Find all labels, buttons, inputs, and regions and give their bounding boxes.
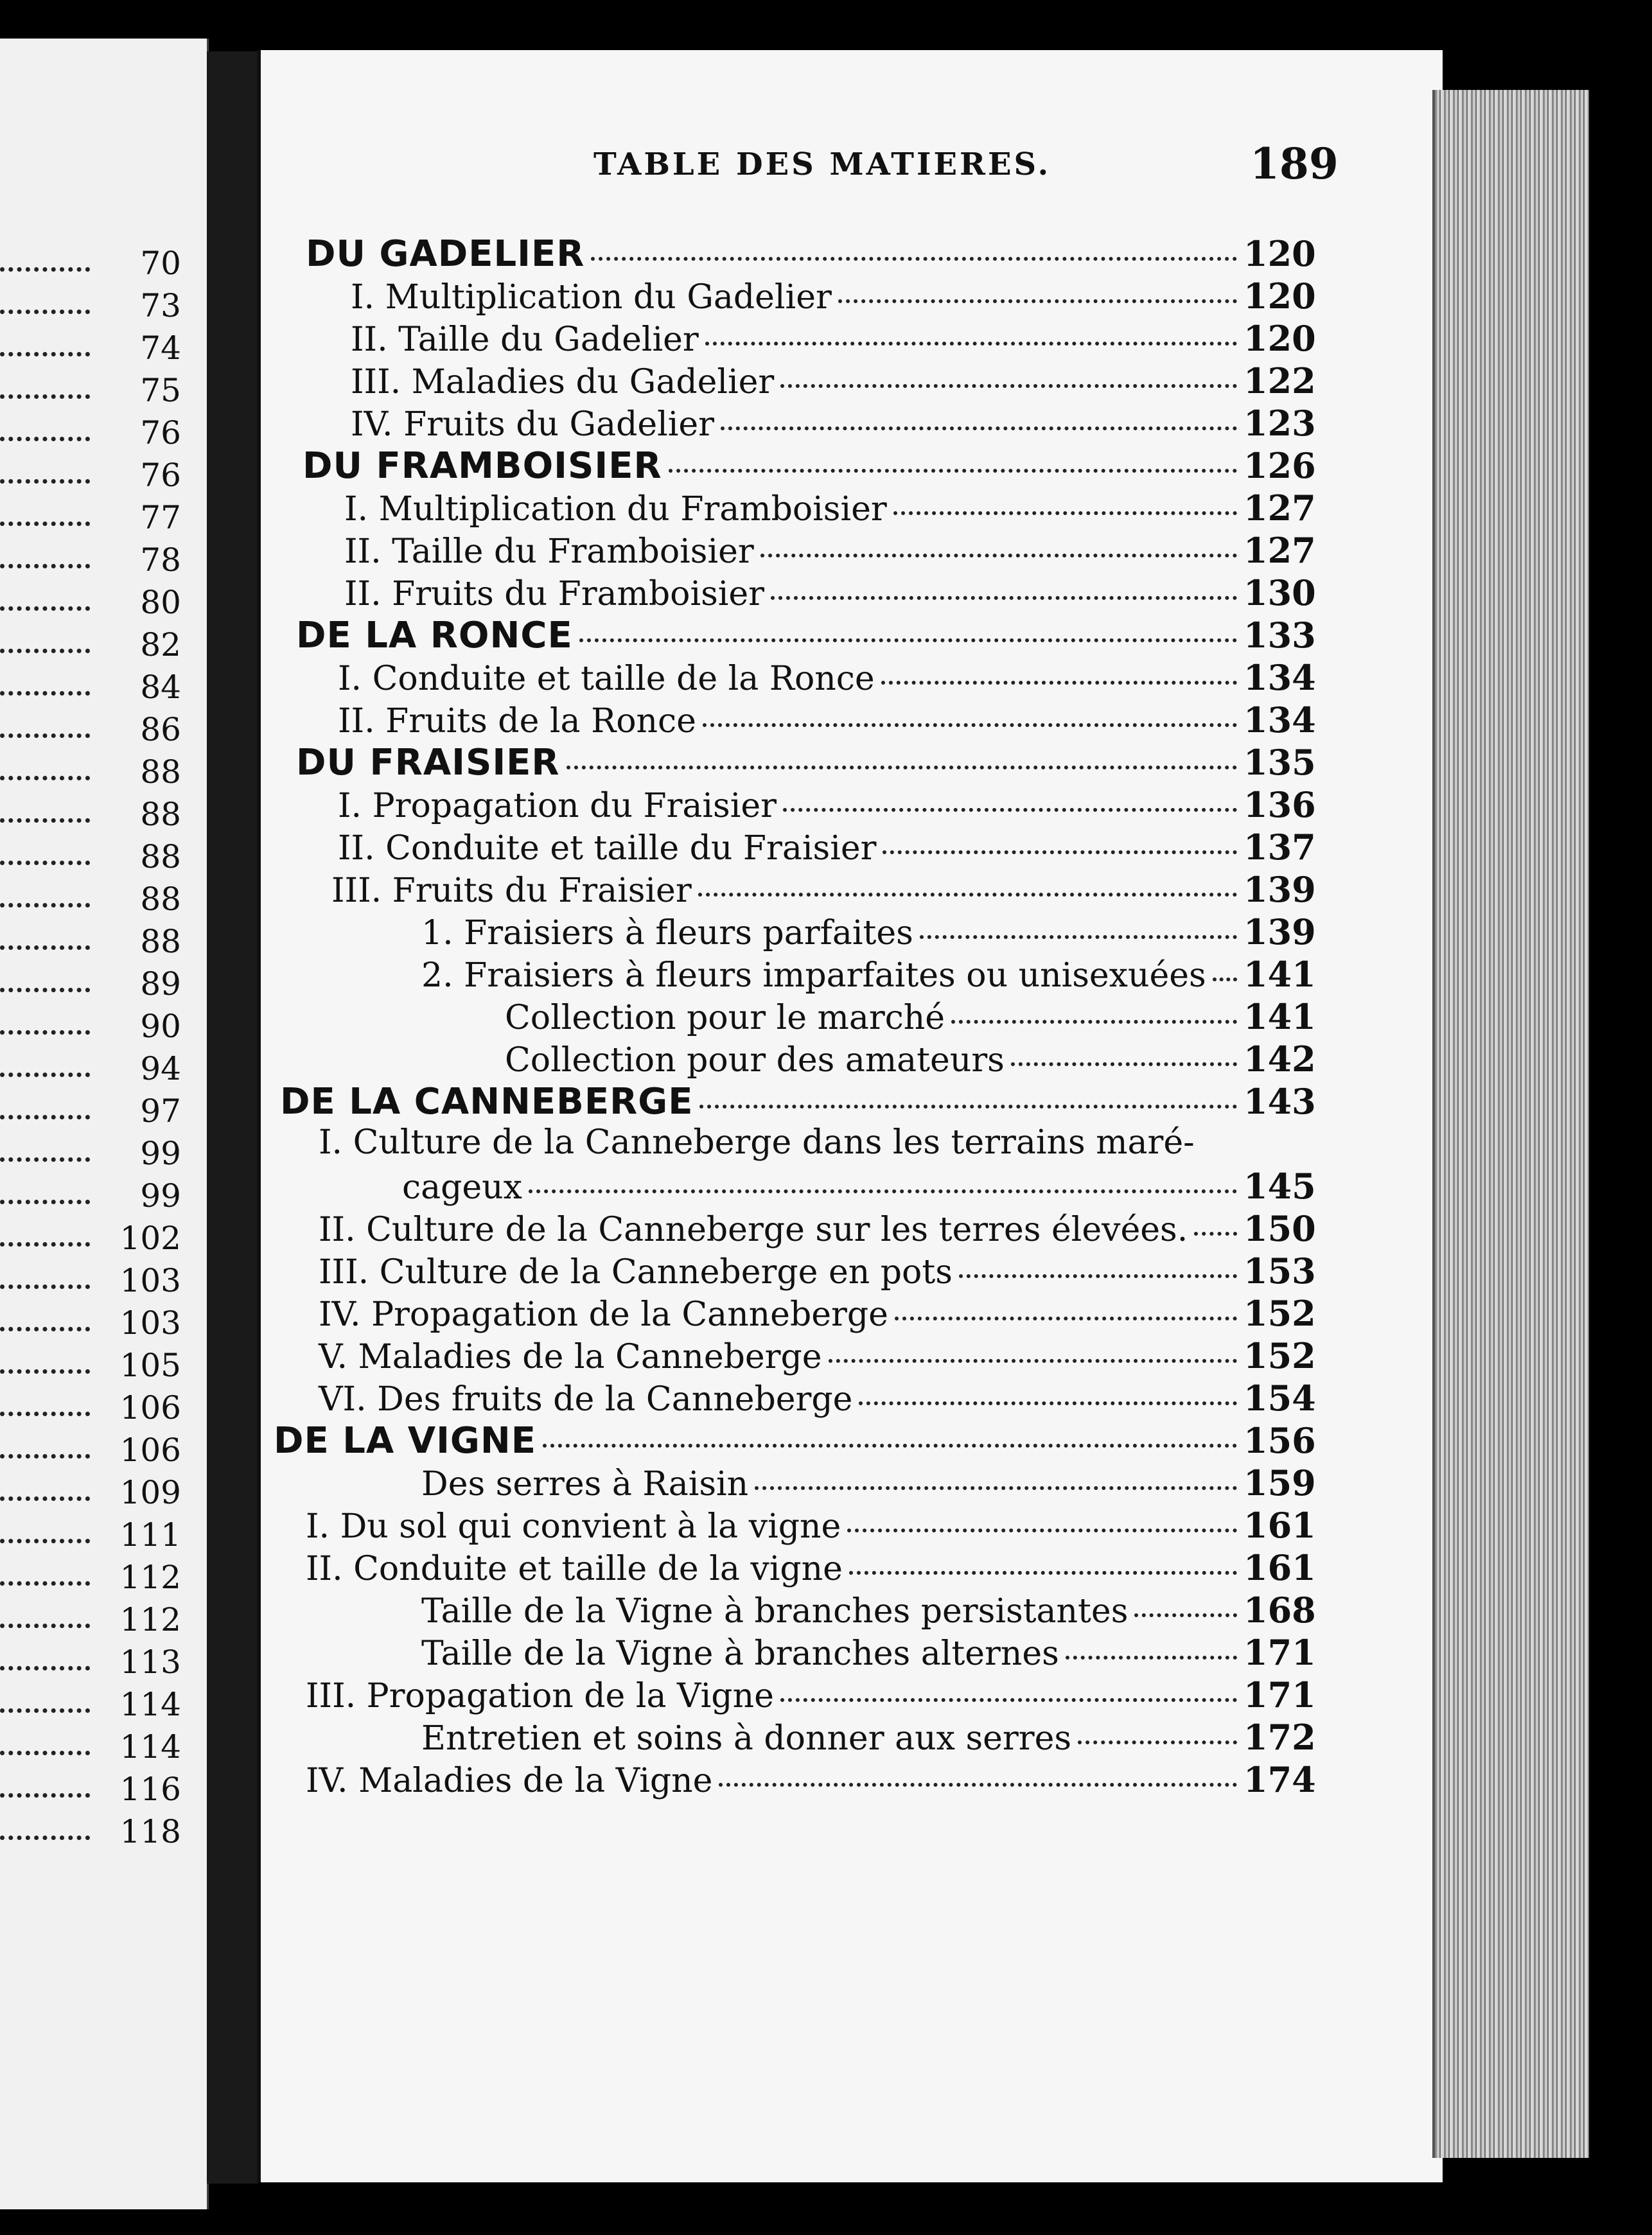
toc-entry-row	[261, 1250, 1314, 1293]
entry-page-number: 174	[1243, 1759, 1316, 1800]
left-toc-row	[0, 1092, 193, 1130]
dot-leader	[0, 338, 90, 356]
dot-leader	[0, 1186, 90, 1204]
toc-entry-row	[261, 318, 1314, 360]
toc-entry-row	[261, 1293, 1314, 1335]
left-toc-row	[0, 1134, 193, 1173]
dot-leader	[1134, 1613, 1237, 1617]
dot-leader	[1078, 1740, 1237, 1744]
entry-page-number: 120	[1243, 318, 1316, 359]
entry-title: VI. Des fruits de la Canneberge	[319, 1380, 853, 1419]
left-toc-row	[0, 922, 193, 961]
toc-entry-row	[261, 657, 1314, 699]
left-page-number: 99	[140, 1177, 181, 1214]
left-toc-row	[0, 795, 193, 834]
entry-page-number: 161	[1243, 1505, 1316, 1546]
toc-section-row	[261, 742, 1314, 784]
toc-entry-row	[261, 996, 1314, 1039]
toc-entry-row	[261, 1462, 1314, 1505]
section-title: DU FRAMBOISIER	[303, 445, 662, 487]
left-toc-row	[0, 626, 193, 664]
dot-leader	[0, 677, 90, 696]
dot-leader	[0, 1609, 90, 1628]
dot-leader	[0, 1779, 90, 1798]
toc-entry-row	[261, 530, 1314, 572]
dot-leader	[705, 342, 1237, 346]
left-toc-row	[0, 1812, 193, 1851]
left-page-number: 114	[119, 1728, 181, 1766]
dot-leader	[0, 1398, 90, 1416]
left-toc-row	[0, 710, 193, 749]
right-page	[257, 50, 1443, 2182]
page-edges	[1432, 90, 1589, 2158]
entry-page-number: 171	[1243, 1632, 1316, 1673]
dot-leader	[0, 423, 90, 441]
dot-leader	[0, 1652, 90, 1670]
entry-page-number: 154	[1243, 1378, 1316, 1419]
left-page-number: 88	[140, 881, 181, 918]
left-page-number: 99	[140, 1135, 181, 1172]
dot-leader	[721, 426, 1237, 430]
left-toc-row	[0, 753, 193, 791]
entry-page-number: 122	[1243, 360, 1316, 401]
dot-leader	[760, 554, 1237, 557]
left-page-number: 82	[140, 626, 181, 663]
toc-section-row	[261, 615, 1314, 657]
left-toc-row	[0, 329, 193, 367]
entry-page-number: 142	[1243, 1039, 1316, 1080]
entry-page-number: 153	[1243, 1250, 1316, 1292]
toc-entry-row	[261, 1378, 1314, 1420]
dot-leader	[959, 1274, 1237, 1278]
entry-page-number: 136	[1243, 784, 1316, 825]
left-page-number: 84	[140, 669, 181, 706]
entry-title: II. Conduite et taille de la vigne	[306, 1550, 843, 1588]
entry-page-number: 139	[1243, 869, 1316, 910]
left-page-number: 109	[119, 1474, 181, 1511]
dot-leader	[847, 1529, 1237, 1532]
dot-leader	[0, 974, 90, 992]
entry-page-number: 134	[1243, 699, 1316, 741]
left-toc-row	[0, 1389, 193, 1427]
toc-entry-row	[261, 1759, 1314, 1801]
dot-leader	[0, 253, 90, 272]
left-toc-row	[0, 583, 193, 622]
dot-leader	[0, 1228, 90, 1247]
entry-page-number: 168	[1243, 1590, 1316, 1631]
entry-page-number: 145	[1243, 1166, 1316, 1207]
left-toc-row	[0, 1473, 193, 1512]
left-toc-row	[0, 1685, 193, 1724]
entry-page-number: 133	[1243, 615, 1316, 656]
entry-title: II. Taille du Framboisier	[344, 532, 754, 571]
entry-page-number: 120	[1243, 233, 1316, 274]
toc-entry-row	[261, 1674, 1314, 1717]
dot-leader	[920, 935, 1237, 939]
dot-leader	[0, 380, 90, 399]
entry-page-number: 123	[1243, 403, 1316, 444]
dot-leader	[0, 1821, 90, 1840]
dot-leader	[698, 893, 1237, 897]
dot-leader	[881, 681, 1237, 685]
entry-page-number: 130	[1243, 572, 1316, 613]
dot-leader	[0, 1313, 90, 1331]
dot-leader	[883, 850, 1237, 854]
entry-title: I. Conduite et taille de la Ronce	[338, 660, 875, 698]
left-page-number: 89	[140, 965, 181, 1003]
toc-entry-row	[261, 869, 1314, 911]
entry-title: Collection pour le marché	[505, 999, 945, 1037]
entry-page-number: 141	[1243, 954, 1316, 995]
dot-leader	[529, 1189, 1237, 1193]
dot-leader	[1194, 1232, 1237, 1236]
dot-leader	[895, 1317, 1237, 1320]
entry-title: 2. Fraisiers à fleurs imparfaites ou unisexuées	[421, 956, 1206, 995]
left-toc-row	[0, 1770, 193, 1809]
entry-title: Taille de la Vigne à branches alternes	[421, 1635, 1059, 1673]
left-page-number: 90	[140, 1008, 181, 1045]
entry-title: I. Multiplication du Gadelier	[351, 278, 832, 317]
dot-leader	[0, 804, 90, 823]
dot-leader	[0, 1694, 90, 1713]
left-page-number: 86	[140, 711, 181, 748]
section-title: DU GADELIER	[306, 233, 585, 275]
left-toc-row	[0, 1728, 193, 1766]
left-toc-row	[0, 456, 193, 495]
left-toc-row	[0, 244, 193, 283]
left-page-number: 113	[119, 1643, 181, 1681]
left-page-number: 76	[140, 414, 181, 451]
left-toc-row	[0, 880, 193, 918]
toc-entry-row	[261, 572, 1314, 615]
toc-entry-row	[261, 360, 1314, 403]
toc-entry-row	[261, 699, 1314, 742]
left-page-number: 94	[140, 1050, 181, 1087]
dot-leader	[780, 1698, 1237, 1702]
entry-title: cageux	[402, 1168, 523, 1207]
entry-title: I. Propagation du Fraisier	[338, 787, 777, 825]
entry-title: Entretien et soins à donner aux serres	[421, 1719, 1072, 1758]
dot-leader	[0, 1058, 90, 1077]
toc-entry-row	[261, 827, 1314, 869]
entry-page-number: 120	[1243, 276, 1316, 317]
dot-leader	[0, 931, 90, 950]
entry-title: I. Culture de la Canneberge dans les terrains maré-	[319, 1123, 1195, 1162]
dot-leader	[0, 507, 90, 526]
entry-page-number: 126	[1243, 445, 1316, 486]
dot-leader	[0, 1143, 90, 1162]
toc-section-row	[261, 233, 1314, 276]
left-page-number: 88	[140, 796, 181, 833]
dot-leader	[780, 384, 1237, 388]
left-page-number: 105	[119, 1347, 181, 1384]
toc-section-row	[261, 1081, 1314, 1123]
entry-page-number: 137	[1243, 827, 1316, 868]
dot-leader	[0, 465, 90, 484]
toc-entry-row	[261, 954, 1314, 996]
toc-entry-row	[261, 1547, 1314, 1590]
entry-page-number: 139	[1243, 911, 1316, 952]
left-toc-row	[0, 371, 193, 410]
dot-leader	[0, 635, 90, 653]
toc-entry-row	[261, 1590, 1314, 1632]
dot-leader	[0, 1440, 90, 1459]
toc-section-row	[261, 1420, 1314, 1462]
left-page-number: 103	[119, 1262, 181, 1299]
entry-page-number: 150	[1243, 1208, 1316, 1249]
dot-leader	[579, 638, 1237, 642]
dot-leader	[591, 257, 1237, 261]
entry-title: Des serres à Raisin	[421, 1465, 749, 1503]
dot-leader	[838, 299, 1237, 303]
dot-leader	[951, 1020, 1237, 1024]
entry-page-number: 143	[1243, 1081, 1316, 1122]
left-toc-row	[0, 414, 193, 452]
page-number: 189	[1250, 139, 1339, 189]
toc-entry-row	[261, 403, 1314, 445]
dot-leader	[1011, 1062, 1237, 1066]
toc-entry-row	[261, 1335, 1314, 1378]
entry-title: IV. Fruits du Gadelier	[351, 405, 715, 444]
dot-leader	[783, 808, 1237, 812]
left-page-number: 118	[119, 1813, 181, 1850]
left-toc-row	[0, 541, 193, 579]
left-toc-row	[0, 1346, 193, 1385]
entry-page-number: 156	[1243, 1420, 1316, 1461]
entry-page-number: 171	[1243, 1674, 1316, 1715]
entry-title: II. Conduite et taille du Fraisier	[338, 829, 877, 868]
dot-leader	[771, 596, 1237, 600]
dot-leader	[543, 1444, 1237, 1448]
toc-entry-row	[261, 1505, 1314, 1547]
left-toc-row	[0, 1007, 193, 1046]
entry-page-number: 152	[1243, 1293, 1316, 1334]
book-gutter	[207, 51, 258, 2184]
entry-title: V. Maladies de la Canneberge	[319, 1338, 822, 1376]
left-page-number: 88	[140, 923, 181, 960]
entry-page-number: 172	[1243, 1717, 1316, 1758]
dot-leader	[829, 1359, 1237, 1363]
dot-leader	[849, 1571, 1237, 1575]
toc-entry-row	[261, 1039, 1314, 1081]
dot-leader	[0, 846, 90, 865]
left-page-number: 80	[140, 584, 181, 621]
dot-leader	[0, 1270, 90, 1289]
entry-title: I. Multiplication du Framboisier	[344, 490, 887, 529]
left-toc-row	[0, 1219, 193, 1258]
dot-leader	[0, 719, 90, 738]
left-page-number: 74	[140, 329, 181, 367]
section-title: DE LA VIGNE	[274, 1420, 537, 1462]
entry-title: II. Fruits du Framboisier	[344, 575, 765, 613]
entry-page-number: 135	[1243, 742, 1316, 783]
dot-leader	[0, 295, 90, 314]
dot-leader	[0, 1355, 90, 1374]
entry-title: II. Culture de la Canneberge sur les terres élevées.	[319, 1211, 1188, 1249]
entry-page-number: 127	[1243, 487, 1316, 529]
entry-title: III. Fruits du Fraisier	[331, 872, 692, 910]
left-toc-row	[0, 1516, 193, 1554]
left-page-number: 88	[140, 753, 181, 791]
left-page-number: 112	[119, 1601, 181, 1638]
dot-leader	[0, 550, 90, 568]
left-toc-row	[0, 668, 193, 706]
left-page	[0, 39, 209, 2209]
toc-entry-row	[261, 911, 1314, 954]
entry-title: I. Du sol qui convient à la vigne	[306, 1507, 841, 1546]
left-toc-row	[0, 1558, 193, 1597]
left-toc-row	[0, 837, 193, 876]
dot-leader	[859, 1401, 1237, 1405]
entry-title: 1. Fraisiers à fleurs parfaites	[421, 914, 913, 952]
entry-title: IV. Maladies de la Vigne	[306, 1762, 713, 1800]
toc-entry-row	[261, 784, 1314, 827]
left-toc-row	[0, 1049, 193, 1088]
left-page-number: 106	[119, 1389, 181, 1426]
toc-entry-row	[261, 1166, 1314, 1208]
left-page-number: 78	[140, 541, 181, 579]
entry-title: Taille de la Vigne à branches persistantes	[421, 1592, 1129, 1631]
left-page-number: 102	[119, 1220, 181, 1257]
dot-leader	[0, 592, 90, 611]
left-page-number: 116	[119, 1771, 181, 1808]
left-toc-row	[0, 1304, 193, 1342]
dot-leader	[669, 469, 1237, 473]
toc-section-row	[261, 445, 1314, 487]
left-page-number: 112	[119, 1559, 181, 1596]
dot-leader	[0, 1567, 90, 1586]
entry-page-number: 161	[1243, 1547, 1316, 1588]
toc-entry-row	[261, 1208, 1314, 1250]
entry-title: IV. Propagation de la Canneberge	[319, 1295, 888, 1334]
dot-leader	[893, 511, 1237, 515]
toc-entry-row	[261, 1717, 1314, 1759]
entry-title: Collection pour des amateurs	[505, 1041, 1005, 1080]
dot-leader	[0, 889, 90, 907]
left-page-number: 97	[140, 1092, 181, 1130]
dot-leader	[755, 1486, 1237, 1490]
dot-leader	[0, 762, 90, 780]
entry-title: III. Propagation de la Vigne	[306, 1677, 774, 1715]
toc-entry-row	[261, 276, 1314, 318]
dot-leader	[1213, 977, 1237, 981]
left-page-number: 70	[140, 245, 181, 282]
section-title: DE LA RONCE	[296, 615, 573, 656]
left-page-number: 103	[119, 1304, 181, 1342]
left-toc-row	[0, 1177, 193, 1215]
left-toc-row	[0, 1600, 193, 1639]
left-page-number: 111	[119, 1516, 181, 1554]
section-title: DU FRAISIER	[296, 742, 560, 784]
left-page-number: 114	[119, 1686, 181, 1723]
left-toc-row	[0, 498, 193, 537]
dot-leader	[0, 1525, 90, 1543]
dot-leader	[567, 766, 1237, 769]
running-header: TABLE DES MATIERES.	[593, 146, 1051, 182]
left-page-number: 88	[140, 838, 181, 875]
left-toc-row	[0, 965, 193, 1003]
toc-entry-row	[261, 1632, 1314, 1674]
entry-page-number: 127	[1243, 530, 1316, 571]
entry-page-number: 141	[1243, 996, 1316, 1037]
dot-leader	[1066, 1656, 1237, 1660]
toc-entry-row	[261, 1123, 1314, 1166]
left-page-number: 75	[140, 372, 181, 409]
section-title: DE LA CANNEBERGE	[280, 1081, 694, 1123]
left-page-number: 73	[140, 287, 181, 324]
dot-leader	[0, 1101, 90, 1119]
left-page-number: 77	[140, 499, 181, 536]
entry-page-number: 159	[1243, 1462, 1316, 1503]
left-page-number: 76	[140, 457, 181, 494]
left-toc-row	[0, 286, 193, 325]
entry-page-number: 134	[1243, 657, 1316, 698]
left-toc-row	[0, 1643, 193, 1681]
dot-leader	[699, 1105, 1237, 1109]
entry-title: II. Taille du Gadelier	[351, 320, 699, 359]
entry-page-number: 152	[1243, 1335, 1316, 1376]
dot-leader	[0, 1482, 90, 1501]
left-toc-row	[0, 1261, 193, 1300]
dot-leader	[0, 1737, 90, 1755]
entry-title: III. Culture de la Canneberge en pots	[319, 1253, 953, 1292]
left-page-number: 106	[119, 1432, 181, 1469]
entry-title: II. Fruits de la Ronce	[338, 702, 696, 741]
dot-leader	[719, 1783, 1237, 1787]
dot-leader	[703, 723, 1237, 727]
left-toc-row	[0, 1431, 193, 1469]
entry-title: III. Maladies du Gadelier	[351, 363, 775, 401]
toc-entry-row	[261, 487, 1314, 530]
dot-leader	[0, 1016, 90, 1035]
